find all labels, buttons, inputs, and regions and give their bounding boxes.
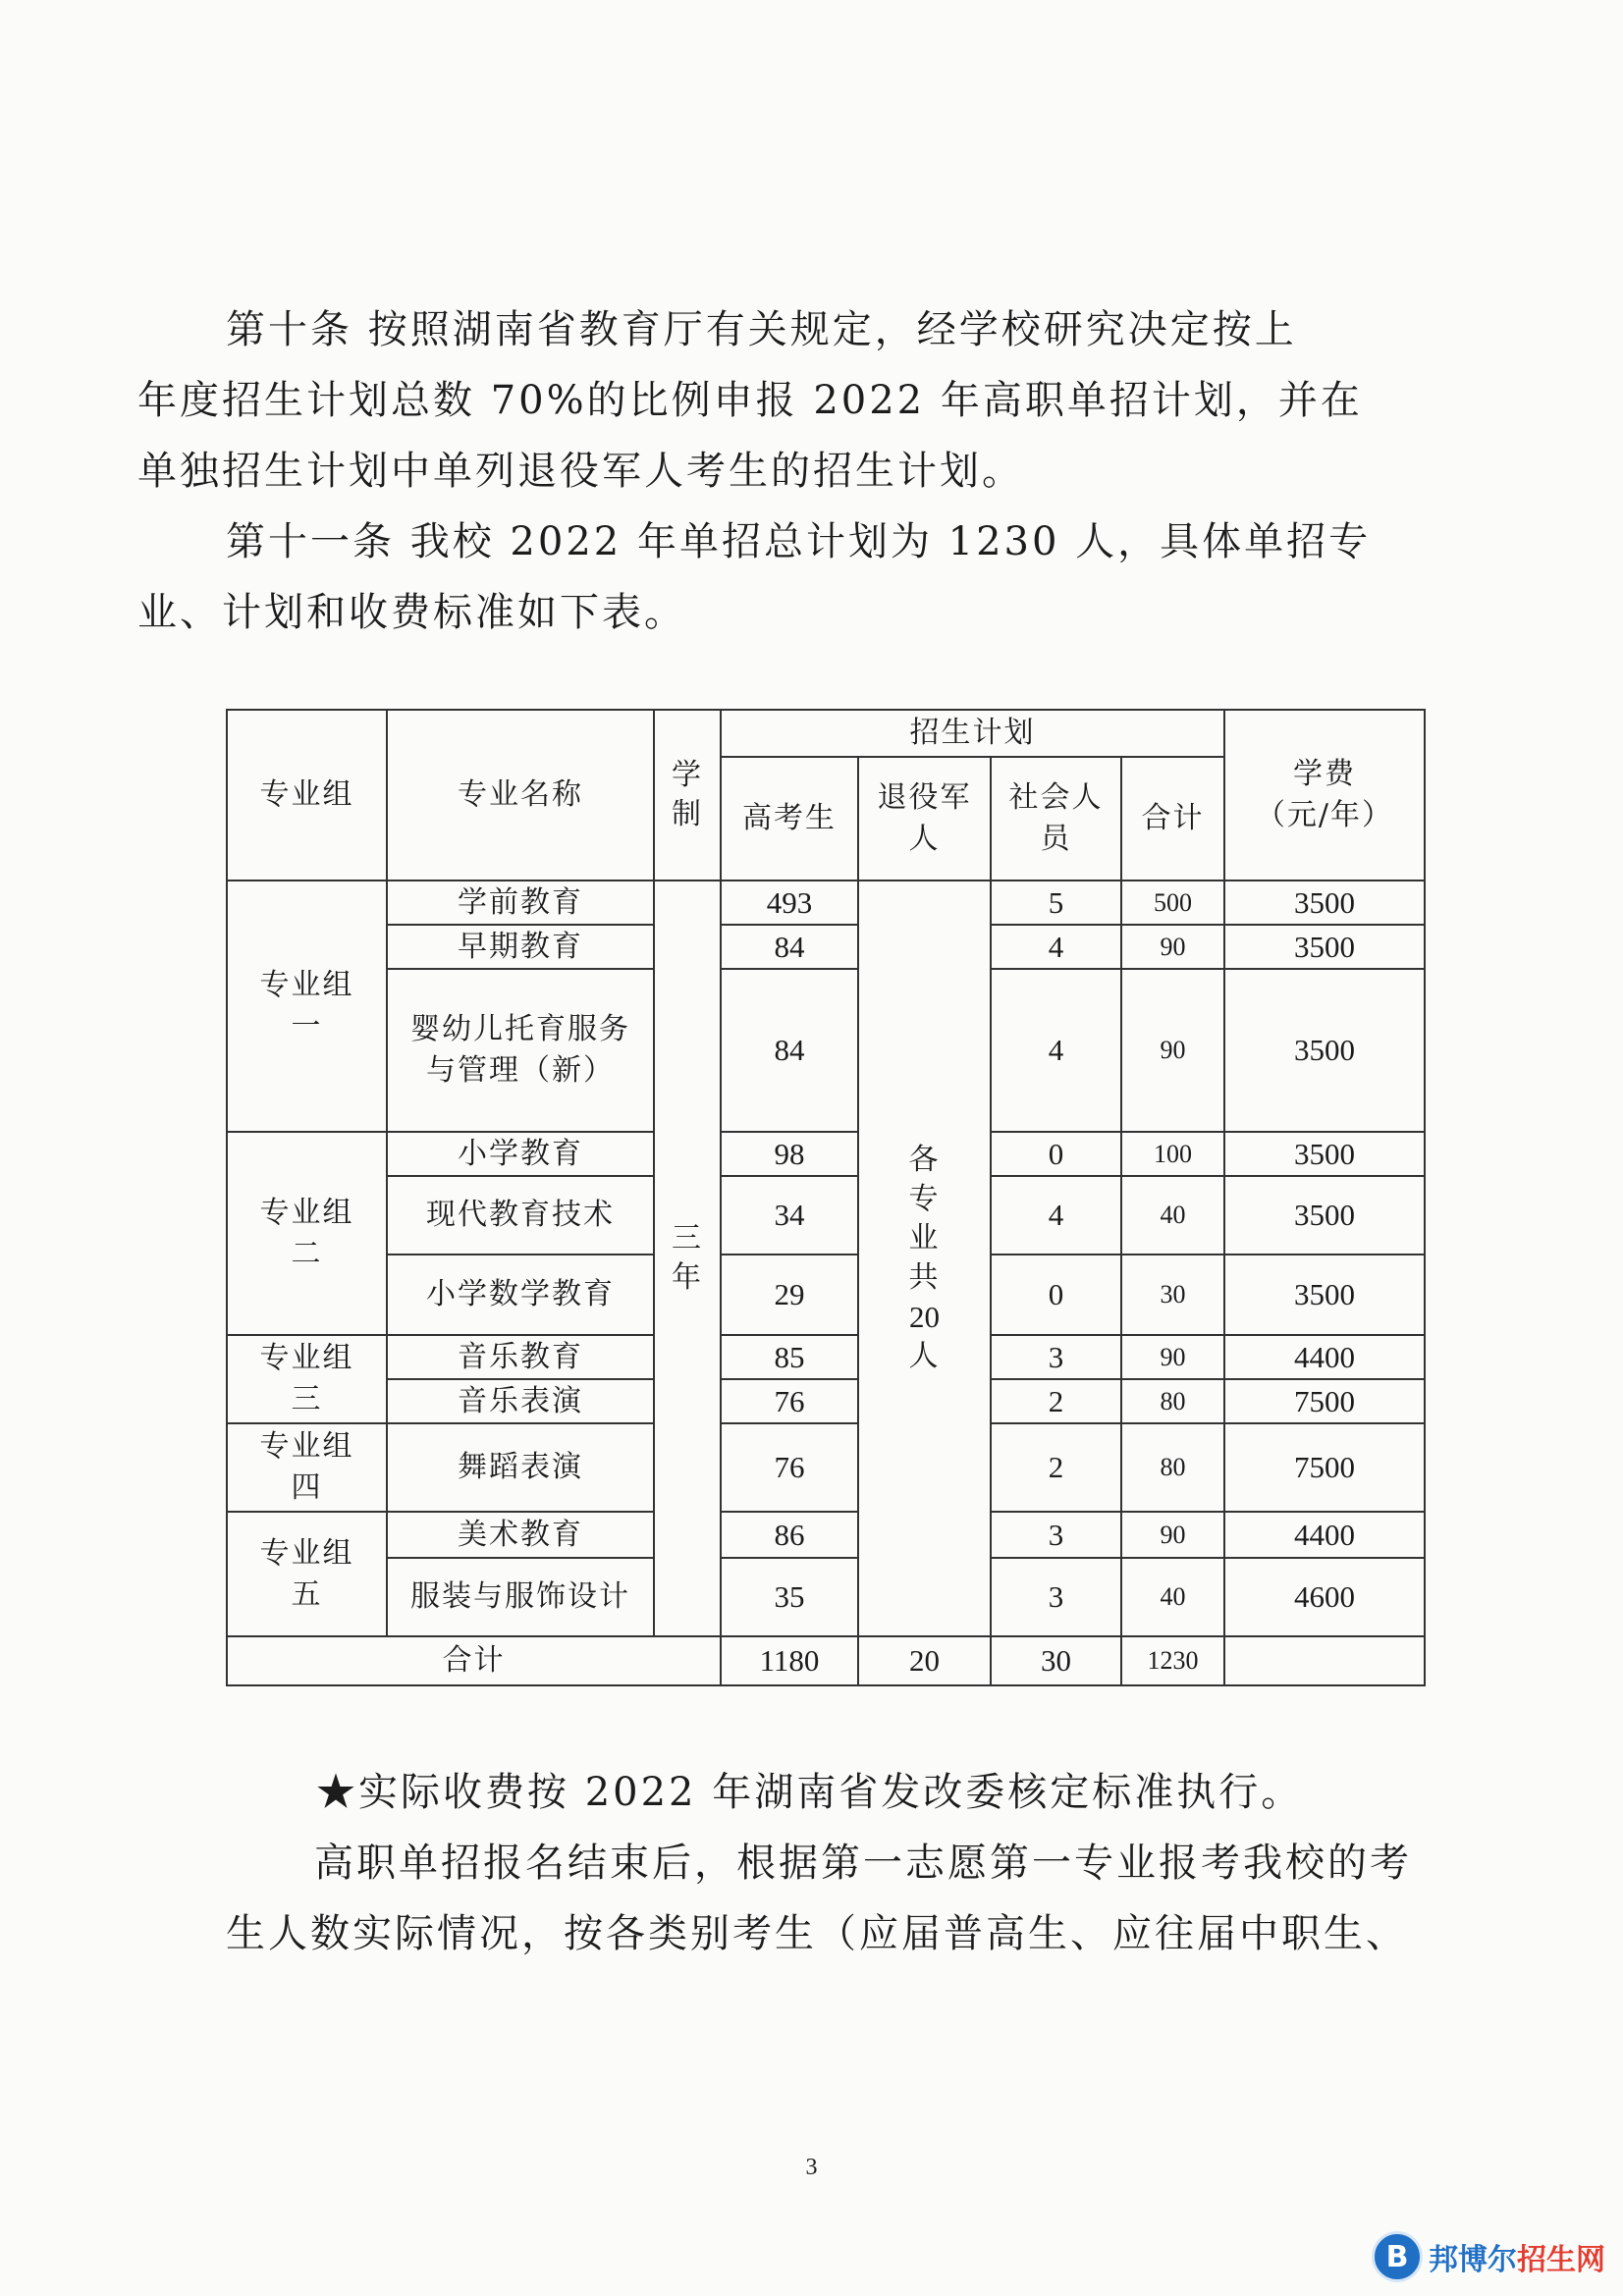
p2-line1: 第十一条 我校 2022 年单招总计划为 1230 人，具体单招专: [226, 519, 1372, 564]
table-row: [227, 1558, 1425, 1636]
group-cell: 专业组 三: [227, 1335, 387, 1423]
gaokao-cell: 86: [721, 1512, 858, 1558]
totals-total: 1230: [1121, 1636, 1224, 1685]
fee-cell: 3500: [1224, 1255, 1425, 1335]
group-cell: 专业组 四: [227, 1423, 387, 1512]
table-row: [227, 925, 1425, 969]
total-cell: 90: [1121, 969, 1224, 1132]
major-cell: 学前教育: [387, 881, 654, 925]
paragraph-article-11: [137, 507, 1434, 648]
total-cell: 90: [1121, 1512, 1224, 1558]
social-cell: 4: [991, 1176, 1121, 1255]
gaokao-cell: 493: [721, 881, 858, 925]
gaokao-cell: 98: [721, 1132, 858, 1176]
social-cell: 2: [991, 1379, 1121, 1423]
fee-cell: 4600: [1224, 1558, 1425, 1636]
gaokao-cell: 85: [721, 1335, 858, 1379]
major-cell: 早期教育: [387, 925, 654, 969]
header-plan: 招生计划: [721, 710, 1224, 757]
paragraph-article-10: [137, 294, 1434, 507]
major-cell: 音乐教育: [387, 1335, 654, 1379]
watermark: [1372, 2231, 1605, 2282]
fee-cell: 3500: [1224, 881, 1425, 925]
table-row: [227, 969, 1425, 1132]
p3-line1: 高职单招报名结束后，根据第一志愿第一专业报考我校的考: [314, 1841, 1412, 1886]
p2-line2: 业、计划和收费标准如下表。: [137, 590, 686, 635]
table-row: [227, 881, 1425, 925]
totals-label: 合计: [227, 1636, 721, 1685]
major-cell: 服装与服饰设计: [387, 1558, 654, 1636]
totals-row: [227, 1636, 1425, 1685]
social-cell: 4: [991, 925, 1121, 969]
table-row: [227, 1335, 1425, 1379]
table-row: [227, 1176, 1425, 1255]
total-cell: 90: [1121, 1335, 1224, 1379]
totals-veteran: 20: [858, 1636, 991, 1685]
social-cell: 5: [991, 881, 1121, 925]
major-cell: 现代教育技术: [387, 1176, 654, 1255]
header-duration: 学 制: [654, 710, 721, 881]
watermark-logo-icon: B: [1372, 2231, 1423, 2282]
watermark-text: 邦博尔招生网: [1429, 2243, 1605, 2277]
fee-cell: 7500: [1224, 1379, 1425, 1423]
fee-cell: 4400: [1224, 1512, 1425, 1558]
table-row: [227, 1512, 1425, 1558]
total-cell: 30: [1121, 1255, 1224, 1335]
social-cell: 3: [991, 1335, 1121, 1379]
table-row: [227, 1379, 1425, 1423]
gaokao-cell: 84: [721, 969, 858, 1132]
total-cell: 80: [1121, 1423, 1224, 1512]
p1-line1: 第十条 按照湖南省教育厅有关规定，经学校研究决定按上: [226, 307, 1297, 352]
veteran-shared-cell: 各 专 业 共 20 人: [858, 881, 991, 1636]
header-group: 专业组: [227, 710, 387, 881]
table-row: [227, 1255, 1425, 1335]
totals-social: 30: [991, 1636, 1121, 1685]
table-row: [227, 1132, 1425, 1176]
page-number: 3: [805, 2155, 818, 2180]
total-cell: 40: [1121, 1176, 1224, 1255]
group-cell: 专业组 二: [227, 1132, 387, 1335]
fee-cell: 3500: [1224, 925, 1425, 969]
header-subtotal: 合计: [1121, 757, 1224, 881]
major-cell: 婴幼儿托育服务 与管理（新）: [387, 969, 654, 1132]
duration-cell: 三 年: [654, 881, 721, 1636]
fee-cell: 3500: [1224, 1176, 1425, 1255]
social-cell: 0: [991, 1255, 1121, 1335]
header-veteran: 退役军 人: [858, 757, 991, 881]
gaokao-cell: 34: [721, 1176, 858, 1255]
p1-line3: 单独招生计划中单列退役军人考生的招生计划。: [137, 449, 1024, 494]
total-cell: 500: [1121, 881, 1224, 925]
social-cell: 4: [991, 969, 1121, 1132]
header-social: 社会人 员: [991, 757, 1121, 881]
note-text: ★实际收费按 2022 年湖南省发改委核定标准执行。: [316, 1770, 1304, 1815]
table-row: [227, 1423, 1425, 1512]
social-cell: 0: [991, 1132, 1121, 1176]
fee-cell: 3500: [1224, 1132, 1425, 1176]
totals-fee: [1224, 1636, 1425, 1685]
gaokao-cell: 35: [721, 1558, 858, 1636]
social-cell: 3: [991, 1558, 1121, 1636]
paragraph-registration: [226, 1828, 1522, 1969]
gaokao-cell: 76: [721, 1423, 858, 1512]
gaokao-cell: 76: [721, 1379, 858, 1423]
gaokao-cell: 84: [721, 925, 858, 969]
group-cell: 专业组 五: [227, 1512, 387, 1636]
p1-line2: 年度招生计划总数 70%的比例申报 2022 年高职单招计划，并在: [137, 378, 1363, 423]
fee-note: [316, 1757, 1524, 1828]
header-fee: 学费 （元/年）: [1224, 710, 1425, 881]
total-cell: 90: [1121, 925, 1224, 969]
fee-cell: 3500: [1224, 969, 1425, 1132]
social-cell: 3: [991, 1512, 1121, 1558]
social-cell: 2: [991, 1423, 1121, 1512]
major-cell: 小学教育: [387, 1132, 654, 1176]
header-gaokao: 高考生: [721, 757, 858, 881]
fee-cell: 4400: [1224, 1335, 1425, 1379]
major-cell: 舞蹈表演: [387, 1423, 654, 1512]
fee-cell: 7500: [1224, 1423, 1425, 1512]
major-cell: 小学数学教育: [387, 1255, 654, 1335]
total-cell: 40: [1121, 1558, 1224, 1636]
header-major: 专业名称: [387, 710, 654, 881]
total-cell: 100: [1121, 1132, 1224, 1176]
major-cell: 美术教育: [387, 1512, 654, 1558]
totals-gaokao: 1180: [721, 1636, 858, 1685]
enrollment-plan-table: [226, 709, 1426, 1686]
total-cell: 80: [1121, 1379, 1224, 1423]
gaokao-cell: 29: [721, 1255, 858, 1335]
group-cell: 专业组 一: [227, 881, 387, 1132]
major-cell: 音乐表演: [387, 1379, 654, 1423]
p3-line2: 生人数实际情况，按各类别考生（应届普高生、应往届中职生、: [226, 1911, 1408, 1956]
